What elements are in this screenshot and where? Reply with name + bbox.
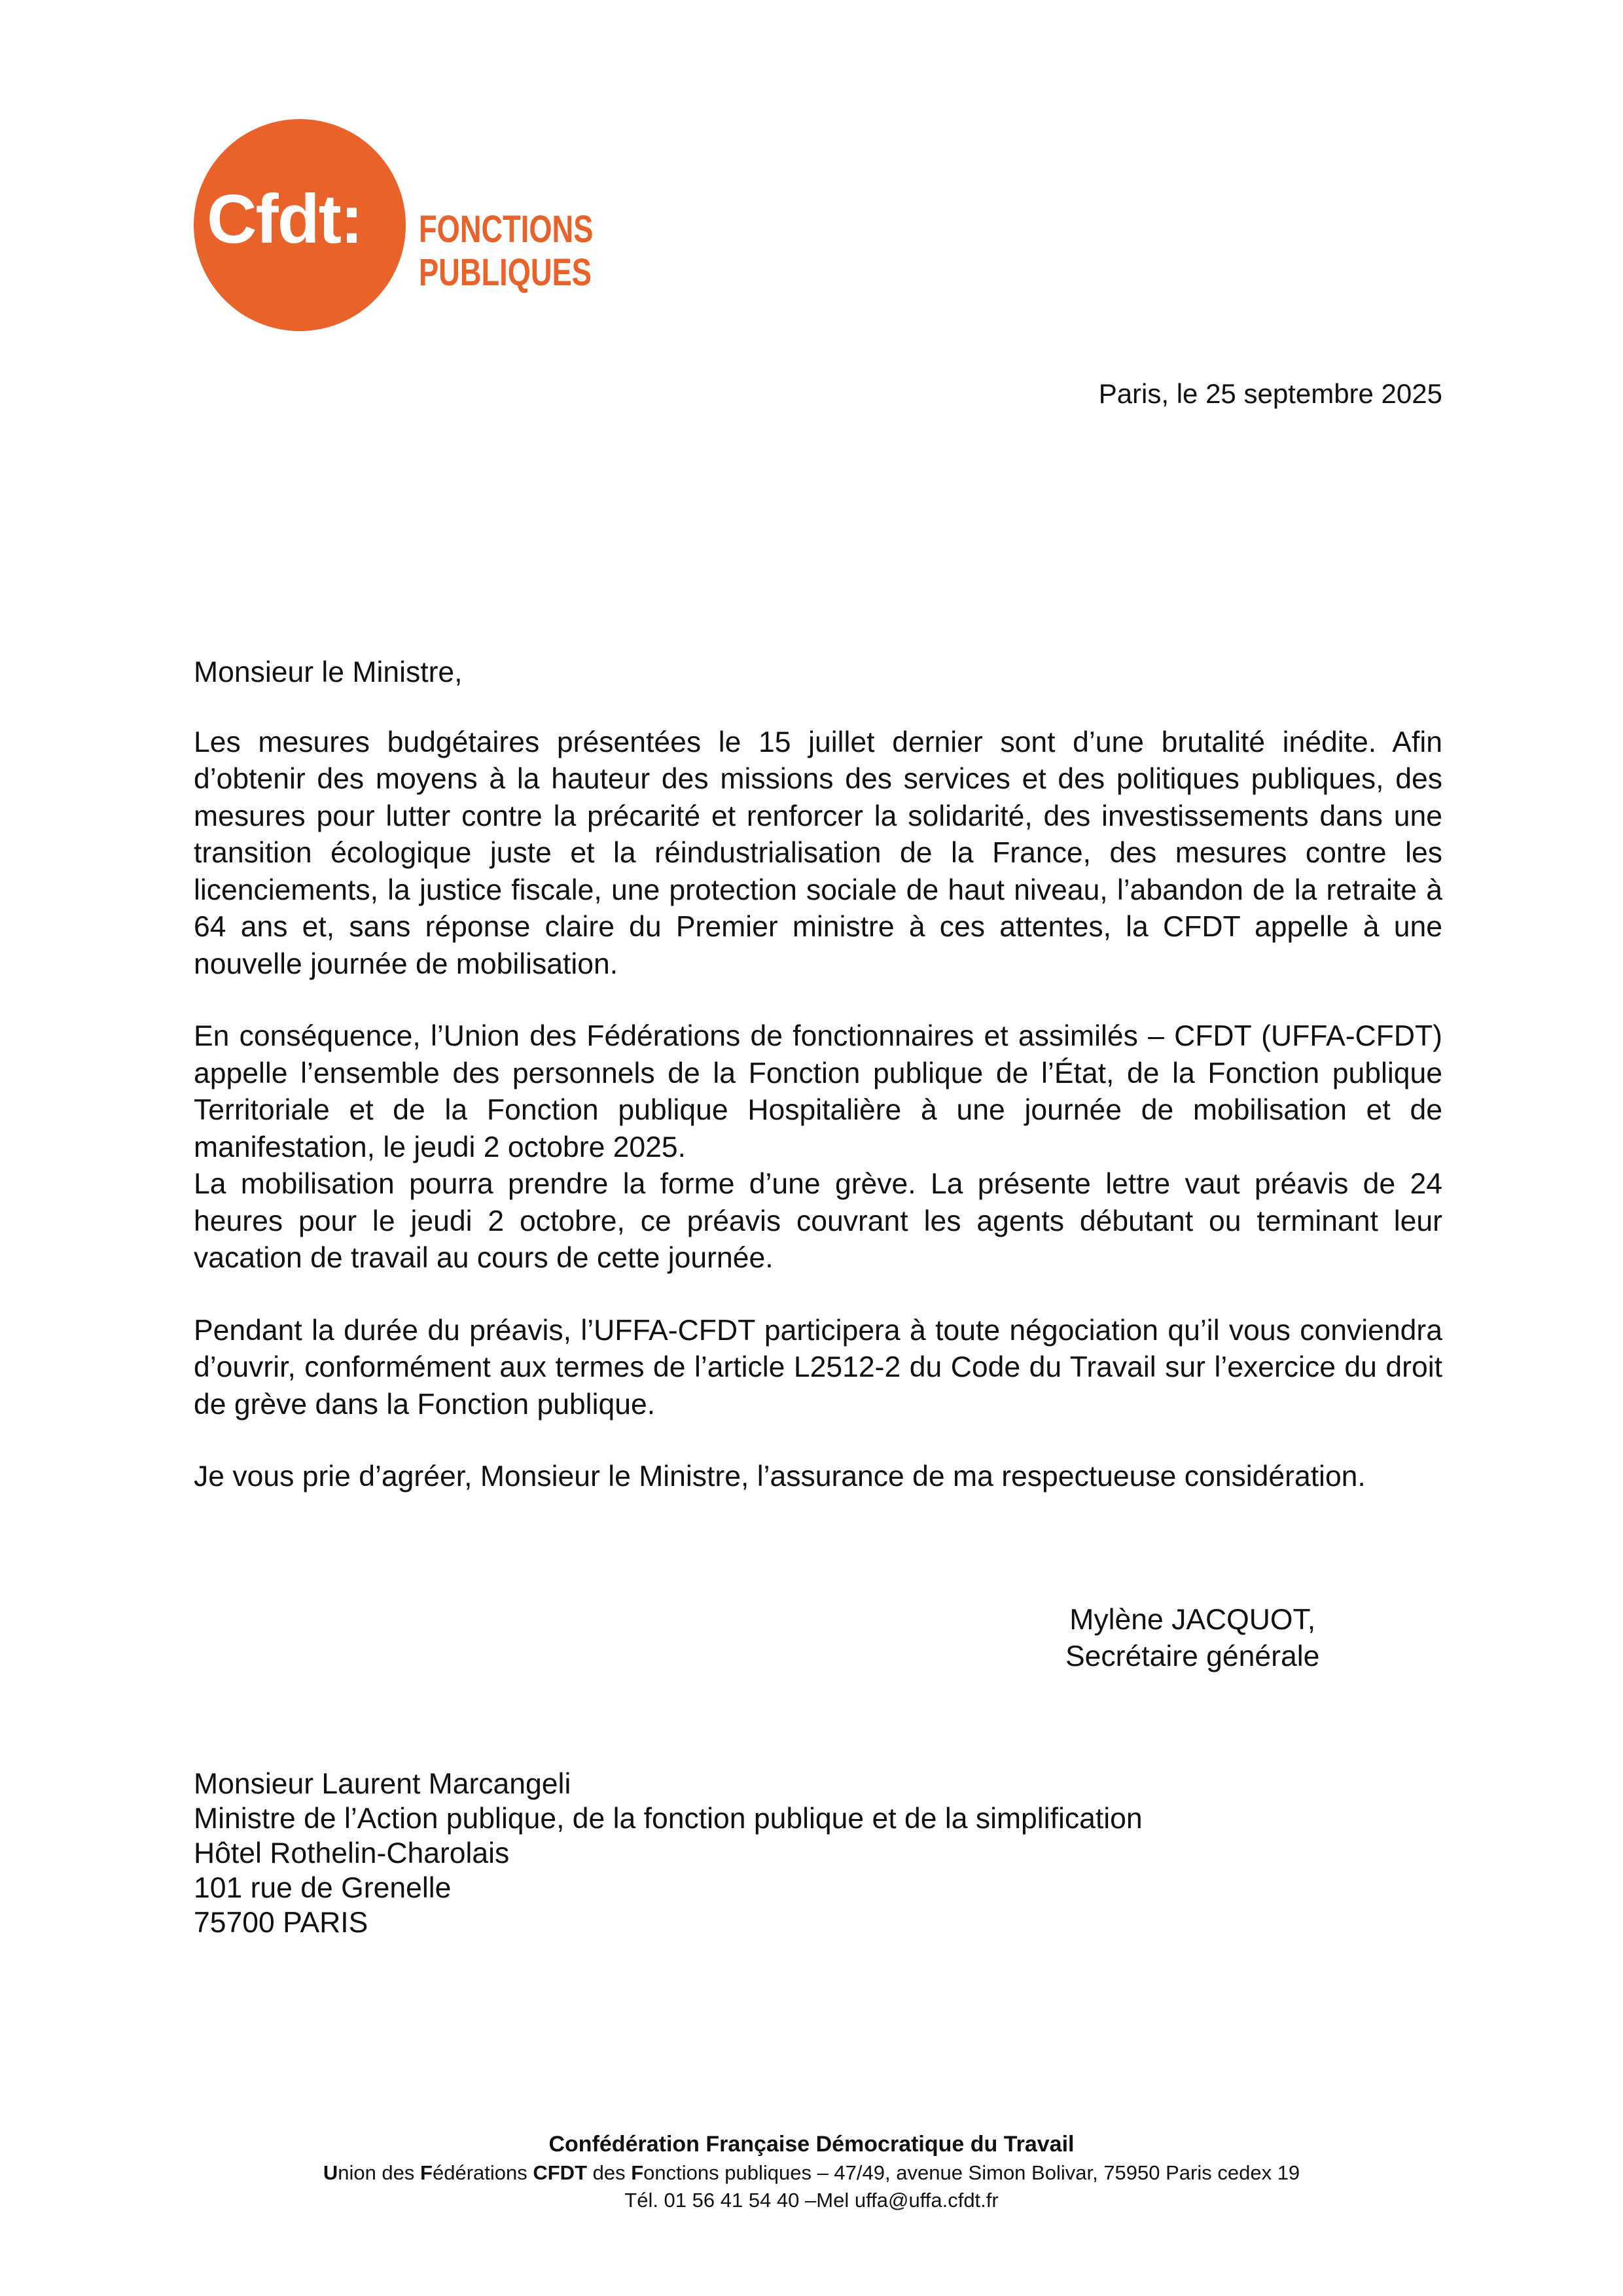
logo-mark: Cfdt: xyxy=(207,181,363,258)
recipient-line: 75700 PARIS xyxy=(194,1907,368,1939)
logo-text xyxy=(419,208,593,294)
footer-address-part: nion des xyxy=(338,2161,421,2184)
footer-address-part: onctions publiques – 47/49, avenue Simon Bolivar, 75950 Paris cedex 19 xyxy=(643,2161,1300,2184)
cfdt-logo xyxy=(194,119,613,335)
footer-address-part: édérations xyxy=(432,2161,533,2184)
salutation: Monsieur le Ministre, xyxy=(194,656,463,688)
recipient-line: Monsieur Laurent Marcangeli xyxy=(194,1768,571,1800)
footer-address-f1: F xyxy=(420,2161,433,2184)
paragraph-2: En conséquence, l’Union des Fédérations de fonctionnaires et assimilés – CFDT (UFFA-CFDT) appelle l’ensemble des personnels de la Fonction publique de l’État, de la Fonction publique Territoriale et de la Fonction publique Hospitalière à une journée de mobilisation et de manifestation, le jeudi 2 octobre 2025. xyxy=(194,1020,1442,1163)
footer-address-f2: F xyxy=(631,2161,644,2184)
letter-body xyxy=(194,654,1442,1496)
letter-date: Paris, le 25 septembre 2025 xyxy=(1098,378,1442,409)
recipient-line: 101 rue de Grenelle xyxy=(194,1872,452,1904)
footer xyxy=(0,2129,1623,2214)
signatory-name: Mylène JACQUOT, xyxy=(1069,1604,1316,1636)
paragraph-1: Les mesures budgétaires présentées le 15 juillet dernier sont d’une brutalité inédite. Afin d’obtenir des moyens à la hauteur des missions des services et des politiques publiques, des mesures pour lutter contre la précarité et renforcer la solidarité, des investissements dans une transition écologique juste et la réindustrialisation de la France, des mesures contre les licenciements, la justice fiscale, une protection sociale de haut niveau, l’abandon de la retraite à 64 ans et, sans réponse claire du Premier ministre à ces attentes, la CFDT appelle à une nouvelle journée de mobilisation. xyxy=(194,726,1442,980)
closing-paragraph: Je vous prie d’agréer, Monsieur le Ministre, l’assurance de ma respectueuse considération. xyxy=(194,1460,1366,1492)
footer-address-u: U xyxy=(323,2161,338,2184)
footer-title: Confédération Française Démocratique du Travail xyxy=(548,2132,1075,2157)
recipient-address xyxy=(194,1767,1143,1940)
logo-text-line2: PUBLIQUES xyxy=(419,251,592,294)
logo-circle xyxy=(194,119,406,331)
footer-contact: Tél. 01 56 41 54 40 –Mel uffa@uffa.cfdt.fr xyxy=(624,2189,999,2212)
footer-address-cfdt: CFDT xyxy=(533,2161,588,2184)
logo-text-line1: FONCTIONS xyxy=(419,208,594,251)
footer-address-part: des xyxy=(587,2161,632,2184)
recipient-line: Ministre de l’Action publique, de la fonction publique et de la simplification xyxy=(194,1803,1143,1835)
paragraph-3: La mobilisation pourra prendre la forme d’une grève. La présente lettre vaut préavis de 24 heures pour le jeudi 2 octobre, ce préavis couvrant les agents débutant ou terminant leur vacation de travail au cours de cette journée. xyxy=(194,1168,1442,1274)
paragraph-4: Pendant la durée du préavis, l’UFFA-CFDT participera à toute négociation qu’il vous conviendra d’ouvrir, conformément aux termes de l’article L2512-2 du Code du Travail sur l’exercice du droit de grève dans la Fonction publique. xyxy=(194,1314,1442,1421)
signature-block xyxy=(1065,1602,1319,1675)
footer-address xyxy=(0,2159,1623,2187)
signatory-title: Secrétaire générale xyxy=(1065,1640,1320,1672)
recipient-line: Hôtel Rothelin-Charolais xyxy=(194,1837,510,1869)
